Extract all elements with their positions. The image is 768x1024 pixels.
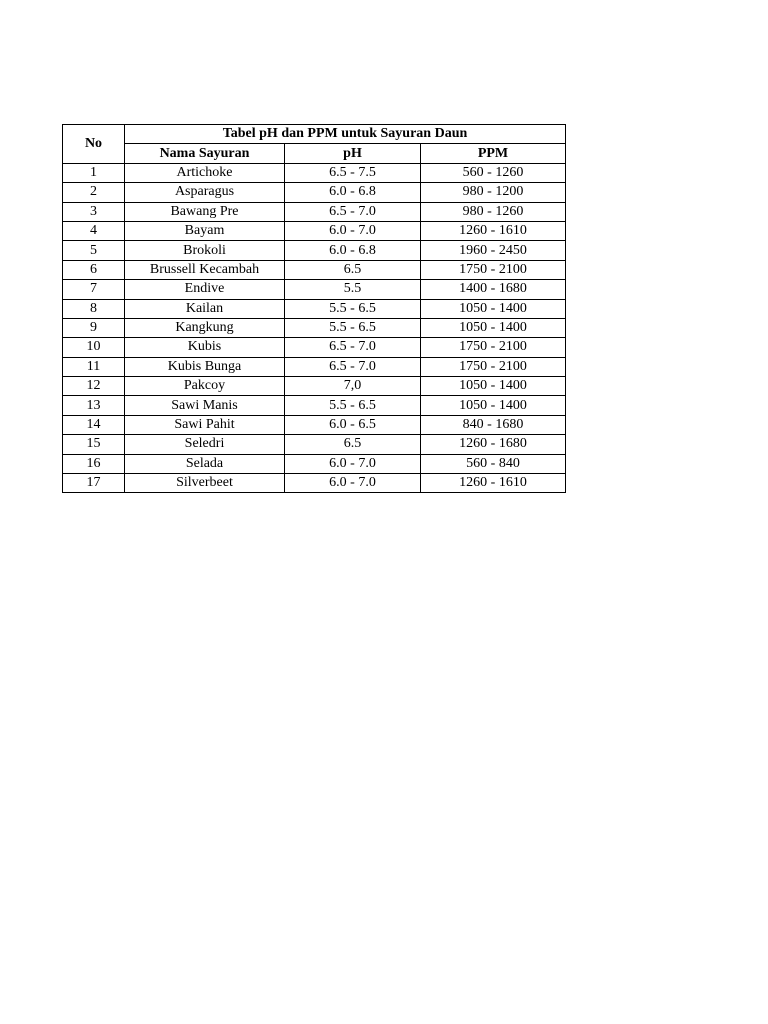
cell-no: 11 (63, 357, 125, 376)
table-row (63, 260, 566, 279)
cell-ph: 6.0 - 6.8 (285, 241, 421, 260)
cell-ppm: 560 - 840 (421, 454, 566, 473)
cell-ppm: 560 - 1260 (421, 163, 566, 182)
cell-ppm: 980 - 1200 (421, 183, 566, 202)
cell-name: Kangkung (125, 318, 285, 337)
cell-ph: 5.5 - 6.5 (285, 299, 421, 318)
header-name: Nama Sayuran (125, 144, 285, 163)
cell-ph: 6.5 (285, 435, 421, 454)
cell-name: Bayam (125, 221, 285, 240)
cell-ph: 6.5 - 7.0 (285, 202, 421, 221)
table-row (63, 221, 566, 240)
cell-name: Artichoke (125, 163, 285, 182)
table-row (63, 396, 566, 415)
cell-ppm: 1050 - 1400 (421, 396, 566, 415)
cell-ph: 6.5 - 7.5 (285, 163, 421, 182)
table-row (63, 377, 566, 396)
cell-no: 9 (63, 318, 125, 337)
cell-no: 6 (63, 260, 125, 279)
cell-name: Kubis (125, 338, 285, 357)
table-row (63, 338, 566, 357)
cell-no: 1 (63, 163, 125, 182)
cell-no: 17 (63, 474, 125, 493)
cell-ph: 5.5 - 6.5 (285, 396, 421, 415)
table-row (63, 183, 566, 202)
cell-ph: 6.5 - 7.0 (285, 338, 421, 357)
table-row (63, 454, 566, 473)
cell-name: Seledri (125, 435, 285, 454)
cell-ph: 6.0 - 7.0 (285, 474, 421, 493)
cell-no: 12 (63, 377, 125, 396)
cell-ph: 7,0 (285, 377, 421, 396)
cell-no: 2 (63, 183, 125, 202)
cell-ppm: 1260 - 1610 (421, 221, 566, 240)
cell-no: 4 (63, 221, 125, 240)
cell-name: Asparagus (125, 183, 285, 202)
table-row (63, 163, 566, 182)
table-title-row (63, 125, 566, 144)
table-row (63, 415, 566, 434)
cell-ppm: 840 - 1680 (421, 415, 566, 434)
cell-no: 14 (63, 415, 125, 434)
cell-name: Sawi Manis (125, 396, 285, 415)
cell-name: Selada (125, 454, 285, 473)
cell-name: Silverbeet (125, 474, 285, 493)
cell-ppm: 1400 - 1680 (421, 280, 566, 299)
table-header-row (63, 144, 566, 163)
table-body (63, 163, 566, 493)
cell-ph: 6.0 - 6.5 (285, 415, 421, 434)
cell-ph: 6.0 - 6.8 (285, 183, 421, 202)
cell-ppm: 1260 - 1680 (421, 435, 566, 454)
header-ppm: PPM (421, 144, 566, 163)
cell-ppm: 1750 - 2100 (421, 338, 566, 357)
cell-name: Kubis Bunga (125, 357, 285, 376)
cell-ppm: 1050 - 1400 (421, 299, 566, 318)
table-title: Tabel pH dan PPM untuk Sayuran Daun (125, 125, 566, 144)
table-row (63, 435, 566, 454)
table-row (63, 299, 566, 318)
cell-ppm: 1260 - 1610 (421, 474, 566, 493)
cell-ph: 6.0 - 7.0 (285, 221, 421, 240)
cell-ppm: 1750 - 2100 (421, 260, 566, 279)
table-row (63, 318, 566, 337)
cell-no: 5 (63, 241, 125, 260)
cell-ppm: 1050 - 1400 (421, 377, 566, 396)
cell-name: Endive (125, 280, 285, 299)
cell-name: Brussell Kecambah (125, 260, 285, 279)
table-row (63, 357, 566, 376)
table-row (63, 280, 566, 299)
cell-no: 16 (63, 454, 125, 473)
cell-name: Kailan (125, 299, 285, 318)
spreadsheet-page (62, 124, 566, 493)
cell-ph: 6.5 (285, 260, 421, 279)
table-row (63, 202, 566, 221)
table-row (63, 241, 566, 260)
cell-ph: 5.5 - 6.5 (285, 318, 421, 337)
cell-ph: 6.5 - 7.0 (285, 357, 421, 376)
ph-ppm-table (62, 124, 566, 493)
cell-no: 3 (63, 202, 125, 221)
cell-ppm: 980 - 1260 (421, 202, 566, 221)
cell-name: Brokoli (125, 241, 285, 260)
cell-ph: 6.0 - 7.0 (285, 454, 421, 473)
cell-ppm: 1050 - 1400 (421, 318, 566, 337)
cell-no: 7 (63, 280, 125, 299)
cell-ppm: 1960 - 2450 (421, 241, 566, 260)
cell-name: Bawang Pre (125, 202, 285, 221)
header-no: No (63, 125, 125, 164)
cell-no: 15 (63, 435, 125, 454)
cell-no: 13 (63, 396, 125, 415)
cell-ppm: 1750 - 2100 (421, 357, 566, 376)
table-row (63, 474, 566, 493)
cell-ph: 5.5 (285, 280, 421, 299)
cell-no: 8 (63, 299, 125, 318)
cell-name: Pakcoy (125, 377, 285, 396)
header-ph: pH (285, 144, 421, 163)
cell-name: Sawi Pahit (125, 415, 285, 434)
cell-no: 10 (63, 338, 125, 357)
